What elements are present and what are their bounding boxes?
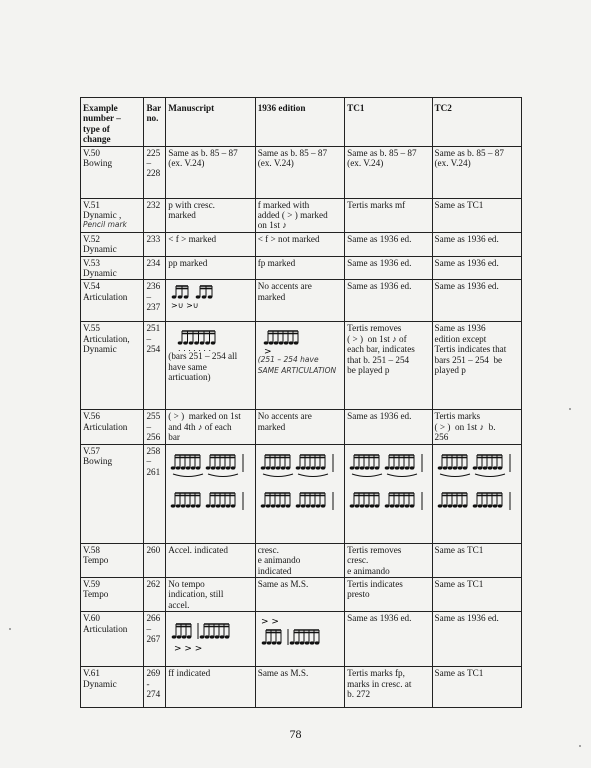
edition-1936-cell	[255, 280, 344, 322]
manuscript-cell	[166, 280, 255, 322]
table-row	[81, 612, 522, 667]
cell-text: Tertis indicates	[347, 578, 403, 589]
svg-text:. . . . . . .: . . . . . . .	[178, 344, 212, 352]
tc1-cell	[345, 256, 432, 280]
table-header-row	[81, 98, 522, 147]
table-row	[81, 322, 522, 410]
cell-text: (ex. V.24)	[434, 158, 471, 169]
tc2-cell	[432, 232, 522, 256]
header-tc1: TC1	[345, 98, 432, 147]
cell-text: –	[146, 158, 152, 169]
cell-text: played p	[434, 365, 466, 376]
cell-text: articuation)	[168, 372, 211, 383]
cell-text: b. 272	[347, 688, 371, 699]
cell-text: Tertis marks fp,	[347, 668, 405, 679]
cell-text: 261	[146, 466, 161, 477]
cell-text: ff indicated	[168, 668, 211, 679]
cell-text: indicated	[257, 565, 292, 576]
manuscript-cell	[166, 667, 255, 708]
cell-text: cresc.	[347, 555, 369, 566]
example-cell	[81, 146, 144, 198]
cell-text: bar	[168, 432, 180, 443]
cell-text: f marked with	[257, 199, 310, 210]
table-row	[81, 667, 522, 708]
edition-1936-cell	[255, 232, 344, 256]
cell-text: –	[146, 623, 152, 634]
cell-text: Bowing	[83, 456, 113, 467]
edition-1936-cell	[255, 410, 344, 444]
svg-text:> >: > >	[260, 617, 279, 628]
table-row	[81, 232, 522, 256]
cell-text: 236	[146, 281, 161, 292]
tc2-cell	[432, 612, 522, 667]
cell-text: Same as b. 85 – 87	[434, 147, 504, 158]
cell-text: that b. 251 – 254	[347, 354, 410, 365]
bar-no-cell	[144, 280, 166, 322]
tc2-cell	[432, 146, 522, 198]
cell-text: Pencil mark	[83, 220, 127, 230]
edition-1936-cell	[255, 256, 344, 280]
cell-text: 254	[146, 344, 161, 355]
cell-text: V.51	[83, 199, 100, 210]
cell-text: (bars 251 – 254 all	[168, 351, 238, 362]
header-manuscript: Manuscript	[166, 98, 255, 147]
cell-text: V.61	[83, 668, 100, 679]
cell-text: V.54	[83, 281, 100, 292]
table-body	[81, 146, 522, 708]
cell-text: No accents are	[257, 281, 312, 292]
example-cell	[81, 232, 144, 256]
cell-text: (251 – 254 have	[257, 355, 319, 365]
tc1-cell	[345, 612, 432, 667]
tc1-cell	[345, 280, 432, 322]
cell-text: V.58	[83, 544, 100, 555]
cell-text: edition except	[434, 333, 487, 344]
cell-text: 251	[146, 323, 161, 334]
cell-text: Dynamic	[83, 678, 117, 689]
bar-no-cell	[144, 198, 166, 232]
cell-text: Articulation,	[83, 333, 130, 344]
music-notation-image	[258, 448, 340, 528]
bar-no-cell	[144, 256, 166, 280]
example-cell	[81, 256, 144, 280]
table-row	[81, 198, 522, 232]
cell-text: V.55	[83, 323, 100, 334]
cell-text: ( > ) marked on 1st	[168, 411, 241, 422]
cell-text: Same as b. 85 – 87	[347, 147, 417, 158]
tc1-cell	[345, 322, 432, 410]
edition-1936-cell	[255, 444, 344, 543]
tc2-cell	[432, 322, 522, 410]
cell-text: 256	[434, 432, 449, 443]
cell-text: V.56	[83, 411, 100, 422]
cell-text: ( > ) on 1st ♪ of	[347, 333, 407, 344]
cell-text: Same as 1936 ed.	[347, 613, 412, 624]
manuscript-cell	[166, 146, 255, 198]
cell-text: marks in cresc. at	[347, 678, 412, 689]
cell-text: marked	[257, 291, 286, 302]
cell-text: indication, still	[168, 589, 224, 600]
cell-text: Same as 1936 ed.	[347, 411, 412, 422]
cell-text: Same as 1936 ed.	[434, 281, 499, 292]
music-notation-image	[168, 325, 228, 351]
cell-text: Same as b. 85 – 87	[168, 147, 238, 158]
manuscript-cell	[166, 543, 255, 577]
cell-text: e animando	[347, 565, 390, 576]
cell-text: Same as M.S.	[257, 668, 309, 679]
bar-no-cell	[144, 543, 166, 577]
cell-text: have same	[168, 361, 207, 372]
cell-text: 262	[146, 578, 161, 589]
cell-text: -	[146, 678, 150, 689]
tc1-cell	[345, 577, 432, 611]
music-notation-image	[168, 615, 246, 655]
cell-text: No tempo	[168, 578, 205, 589]
cell-text: Tempo	[83, 555, 109, 566]
tc1-cell	[345, 198, 432, 232]
cell-text: V.50	[83, 147, 100, 158]
cell-text: Same as 1936 ed.	[434, 257, 499, 268]
music-notation-image	[168, 283, 218, 309]
tc2-cell	[432, 444, 522, 543]
tc1-cell	[345, 232, 432, 256]
music-notation-image	[435, 448, 517, 528]
example-cell	[81, 612, 144, 667]
cell-text: –	[146, 333, 152, 344]
example-cell	[81, 444, 144, 543]
cell-text: No accents are	[257, 411, 312, 422]
cell-text: 233	[146, 233, 161, 244]
tc2-cell	[432, 256, 522, 280]
bar-no-cell	[144, 612, 166, 667]
manuscript-cell	[166, 612, 255, 667]
page-number: 78	[289, 727, 302, 741]
bar-no-cell	[144, 577, 166, 611]
table-row	[81, 146, 522, 198]
cell-text: Tertis marks	[434, 411, 481, 422]
example-cell	[81, 198, 144, 232]
cell-text: Accel. indicated	[168, 544, 228, 555]
edition-1936-cell	[255, 577, 344, 611]
example-cell	[81, 322, 144, 410]
cell-text: Dynamic	[83, 244, 117, 255]
cell-text: cresc.	[257, 544, 279, 555]
cell-text: 225	[146, 147, 161, 158]
edition-1936-cell	[255, 146, 344, 198]
cell-text: 228	[146, 168, 161, 179]
manuscript-cell	[166, 256, 255, 280]
cell-text: Dynamic	[83, 344, 117, 355]
bar-no-cell	[144, 232, 166, 256]
scan-speck	[569, 408, 571, 410]
cell-text: Tertis removes	[347, 323, 402, 334]
cell-text: 237	[146, 302, 161, 313]
cell-text: 266	[146, 613, 161, 624]
cell-text: V.60	[83, 613, 100, 624]
manuscript-cell	[166, 410, 255, 444]
cell-text: < f > not marked	[257, 233, 320, 244]
edition-1936-cell	[255, 543, 344, 577]
table-row	[81, 410, 522, 444]
example-cell	[81, 543, 144, 577]
tc1-cell	[345, 667, 432, 708]
tc2-cell	[432, 410, 522, 444]
cell-text: Same as 1936 ed.	[434, 233, 499, 244]
tc1-cell	[345, 444, 432, 543]
cell-text: Articulation	[83, 421, 128, 432]
scan-speck	[9, 628, 11, 630]
comparison-table	[80, 97, 522, 708]
cell-text: be played p	[347, 365, 390, 376]
tc2-cell	[432, 667, 522, 708]
table-row	[81, 280, 522, 322]
cell-text: Dynamic	[83, 268, 117, 279]
cell-text: Articulation	[83, 291, 128, 302]
cell-text: Same as 1936 ed.	[347, 233, 412, 244]
cell-text: marked	[257, 421, 286, 432]
manuscript-cell	[166, 577, 255, 611]
cell-text: and 4th ♪ of each	[168, 421, 232, 432]
cell-text: 234	[146, 257, 161, 268]
manuscript-cell	[166, 444, 255, 543]
table-row	[81, 256, 522, 280]
cell-text: on 1st ♪	[257, 220, 287, 231]
cell-text: 232	[146, 199, 161, 210]
example-cell	[81, 280, 144, 322]
cell-text: 255	[146, 411, 161, 422]
cell-text: Same as 1936 ed.	[347, 257, 412, 268]
cell-text: –	[146, 291, 152, 302]
edition-1936-cell	[255, 612, 344, 667]
cell-text: V.57	[83, 445, 100, 456]
svg-text:>∪ >∪: >∪ >∪	[171, 301, 199, 310]
cell-text: 258	[146, 445, 161, 456]
cell-text: V.52	[83, 233, 100, 244]
cell-text: Same as 1936 ed.	[434, 613, 499, 624]
music-notation-image	[258, 325, 318, 355]
cell-text: fp marked	[257, 257, 296, 268]
cell-text: Same as b. 85 – 87	[257, 147, 328, 158]
example-cell	[81, 410, 144, 444]
cell-text: marked	[168, 210, 196, 221]
table-row	[81, 577, 522, 611]
bar-no-cell	[144, 667, 166, 708]
tc2-cell	[432, 577, 522, 611]
cell-text: Tempo	[83, 589, 109, 600]
cell-text: pp marked	[168, 257, 208, 268]
cell-text: (ex. V.24)	[168, 158, 205, 169]
example-cell	[81, 667, 144, 708]
tc1-cell	[345, 146, 432, 198]
edition-1936-cell	[255, 198, 344, 232]
cell-text: bars 251 – 254 be	[434, 354, 503, 365]
cell-text: Tertis marks mf	[347, 199, 406, 210]
cell-text: V.53	[83, 257, 100, 268]
cell-text: 267	[146, 633, 161, 644]
cell-text: Same as TC1	[434, 199, 484, 210]
cell-text: 260	[146, 544, 161, 555]
cell-text: SAME ARTICULATION	[257, 365, 337, 375]
tc1-cell	[345, 543, 432, 577]
tc2-cell	[432, 543, 522, 577]
table-row	[81, 543, 522, 577]
bar-no-cell	[144, 146, 166, 198]
music-notation-image	[168, 448, 250, 528]
tc1-cell	[345, 410, 432, 444]
cell-text: (ex. V.24)	[347, 158, 384, 169]
cell-text: Tertis removes	[347, 544, 402, 555]
table-row	[81, 444, 522, 543]
cell-text: Dynamic ,	[83, 210, 122, 221]
cell-text: Articulation	[83, 623, 128, 634]
music-notation-image	[258, 615, 336, 651]
cell-text: Same as TC1	[434, 544, 484, 555]
cell-text: Bowing	[83, 158, 113, 169]
cell-text: Same as TC1	[434, 578, 484, 589]
bar-no-cell	[144, 410, 166, 444]
svg-text:> > >: > > >	[174, 644, 203, 655]
header-example: Example number – type of change	[81, 98, 144, 147]
cell-text: V.59	[83, 578, 100, 589]
cell-text: 256	[146, 432, 161, 443]
cell-text: Same as 1936 ed.	[347, 281, 412, 292]
header-1936-edition: 1936 edition	[255, 98, 344, 147]
cell-text: 269	[146, 668, 161, 679]
cell-text: accel.	[168, 599, 190, 610]
edition-1936-cell	[255, 667, 344, 708]
tc2-cell	[432, 198, 522, 232]
cell-text: each bar, indicates	[347, 344, 415, 355]
scan-speck	[579, 745, 581, 747]
header-tc2: TC2	[432, 98, 522, 147]
bar-no-cell	[144, 322, 166, 410]
cell-text: added ( > ) marked	[257, 210, 328, 221]
manuscript-cell	[166, 198, 255, 232]
cell-text: Tertis indicates that	[434, 344, 507, 355]
cell-text: < f > marked	[168, 233, 217, 244]
example-cell	[81, 577, 144, 611]
cell-text: –	[146, 456, 152, 467]
cell-text: (ex. V.24)	[257, 158, 294, 169]
cell-text: e animando	[257, 555, 301, 566]
svg-text:>: >	[263, 347, 272, 356]
manuscript-cell	[166, 232, 255, 256]
bar-no-cell	[144, 444, 166, 543]
edition-1936-cell	[255, 322, 344, 410]
tc2-cell	[432, 280, 522, 322]
music-notation-image	[347, 448, 429, 528]
cell-text: Same as 1936	[434, 323, 486, 334]
cell-text: presto	[347, 589, 370, 600]
cell-text: ( > ) on 1st ♪ b.	[434, 421, 496, 432]
cell-text: 274	[146, 688, 161, 699]
cell-text: Same as TC1	[434, 668, 484, 679]
manuscript-cell	[166, 322, 255, 410]
cell-text: Same as M.S.	[257, 578, 309, 589]
header-bar-no: Bar no.	[144, 98, 166, 147]
cell-text: p with cresc.	[168, 199, 215, 210]
cell-text: –	[146, 421, 152, 432]
